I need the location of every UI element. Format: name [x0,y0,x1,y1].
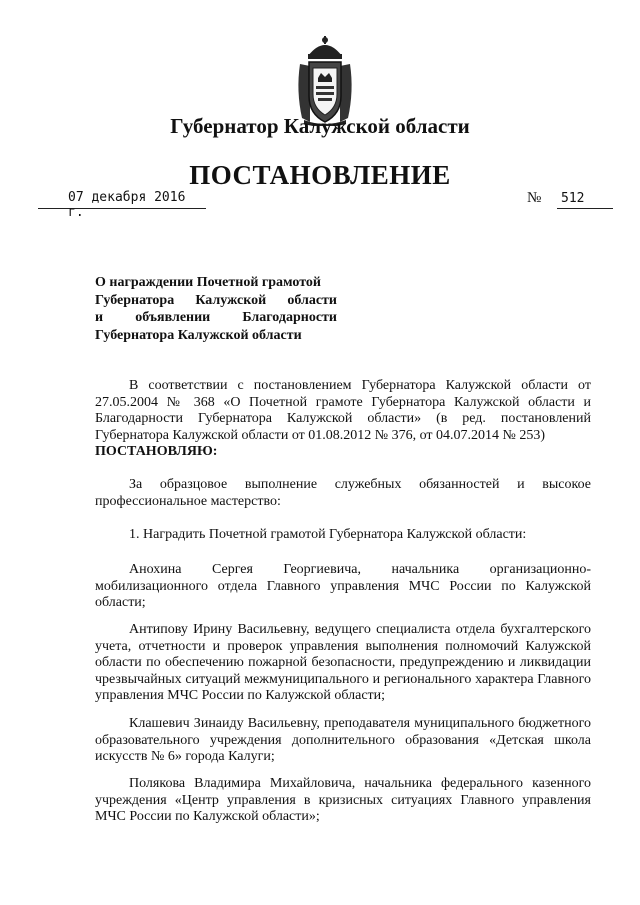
awardee-text: Клашевич Зинаиду Васильевну, преподавателя муниципального бюджетного образовательного учреждения дополнительного образования «Детская школа искусств № 6» города Калуги; [95,716,591,764]
awardee-text: Анохина Сергея Георгиевича, начальника организационно-мобилизационного отдела Главного управления МЧС России по Калужской области; [95,562,591,610]
intro-paragraph [95,477,591,510]
intro-text: За образцовое выполнение служебных обязанностей и высокое профессиональное мастерство: [95,477,591,509]
resolve-keyword: ПОСТАНОВЛЯЮ: [95,444,218,459]
awardee-text: Антипову Ирину Васильевну, ведущего специалиста отдела бухгалтерского учета, отчетности и проверок управления выполнения полномочий Калужской области по обеспечению пожарной безопасности, предупреждению и ликвидации чрезвычайных ситуаций межмуниципального и регионального характера Главного управления МЧС России по Калужской области; [95,622,591,703]
awardee-2 [95,622,591,705]
coat-of-arms-emblem [294,36,356,126]
issuing-authority: Губернатор Калужской области [170,114,470,138]
preamble-text: В соответствии с постановлением Губернатора Калужской области от 27.05.2004 № 368 «О Почетной грамоте Губернатора Калужской области и Благодарности Губернатора Калужской области» (в ред. постановлений Губернатора Калужской области от 01.08.2012 № 376, от 04.07.2014 № 253) [95,378,591,443]
clause-1-text: 1. Наградить Почетной грамотой Губернатора Калужской области: [129,527,527,542]
number-sign: № [527,190,542,206]
awardee-text: Полякова Владимира Михайловича, начальника федерального казенного учреждения «Центр управления в кризисных ситуациях Главного управления МЧС России по Калужской области»; [95,776,591,824]
document-number: 512 [561,191,585,206]
awardee-3 [95,716,591,766]
document-title: ПОСТАНОВЛЕНИЕ [189,160,451,190]
document-date: 07 декабря 2016 г. [68,190,186,220]
awardee-1 [95,562,591,612]
subject-line: Губернатора Калужской области [95,292,337,308]
preamble [95,378,591,461]
awardee-4 [95,776,591,826]
subject-line: Губернатора Калужской области [95,327,302,343]
document-date-field [38,190,206,220]
document-subject [95,274,337,344]
document-number-field [527,190,613,208]
subject-line: О награждении Почетной грамотой [95,275,321,290]
subject-line: и объявлении Благодарности [95,310,337,325]
clause-1 [95,527,591,544]
